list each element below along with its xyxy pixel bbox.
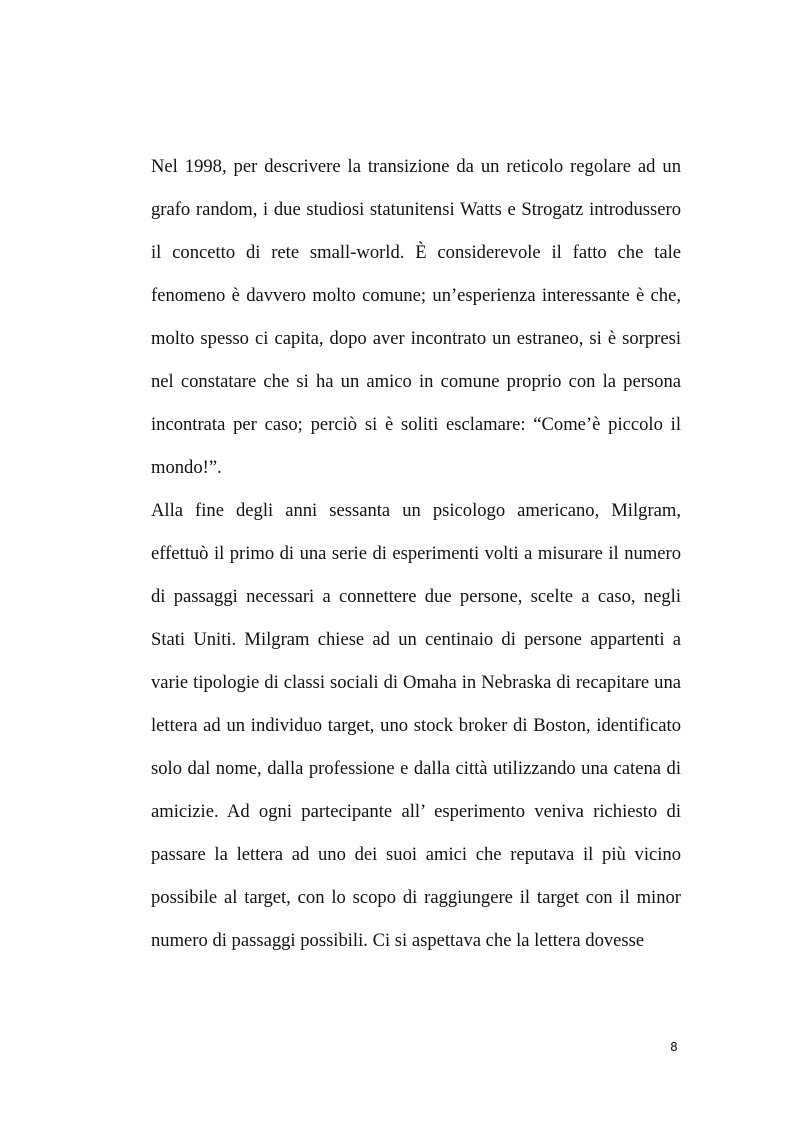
page-number: 8 bbox=[670, 1040, 678, 1054]
paragraph-milgram-experiment: Alla fine degli anni sessanta un psicologo americano, Milgram, effettuò il primo di una serie di esperimenti volti a misurare il numero di passaggi necessari a connettere due persone, scelte a caso, negli Stati Uniti. Milgram chiese ad un centinaio di persone appartenti a varie tipologie di classi sociali di Omaha in Nebraska di recapitare una lettera ad un individuo target, uno stock broker di Boston, identificato solo dal nome, dalla professione e dalla città utilizzando una catena di amicizie. Ad ogni partecipante all’ esperimento veniva richiesto di passare la lettera ad uno dei suoi amici che reputava il più vicino possibile al target, con lo scopo di raggiungere il target con il minor numero di passaggi possibili. Ci si aspettava che la lettera dovesse bbox=[151, 500, 681, 951]
paragraph-small-world: Nel 1998, per descrivere la transizione da un reticolo regolare ad un grafo random, i due studiosi statunitensi Watts e Strogatz introdussero il concetto di rete small-world. È considerevole il fatto che tale fenomeno è davvero molto comune; un’esperienza interessante è che, molto spesso ci capita, dopo aver incontrato un estraneo, si è sorpresi nel constatare che si ha un amico in comune proprio con la persona incontrata per caso; perciò si è soliti esclamare: “Come’è piccolo il mondo!”. bbox=[151, 156, 681, 478]
body-text bbox=[151, 145, 681, 962]
